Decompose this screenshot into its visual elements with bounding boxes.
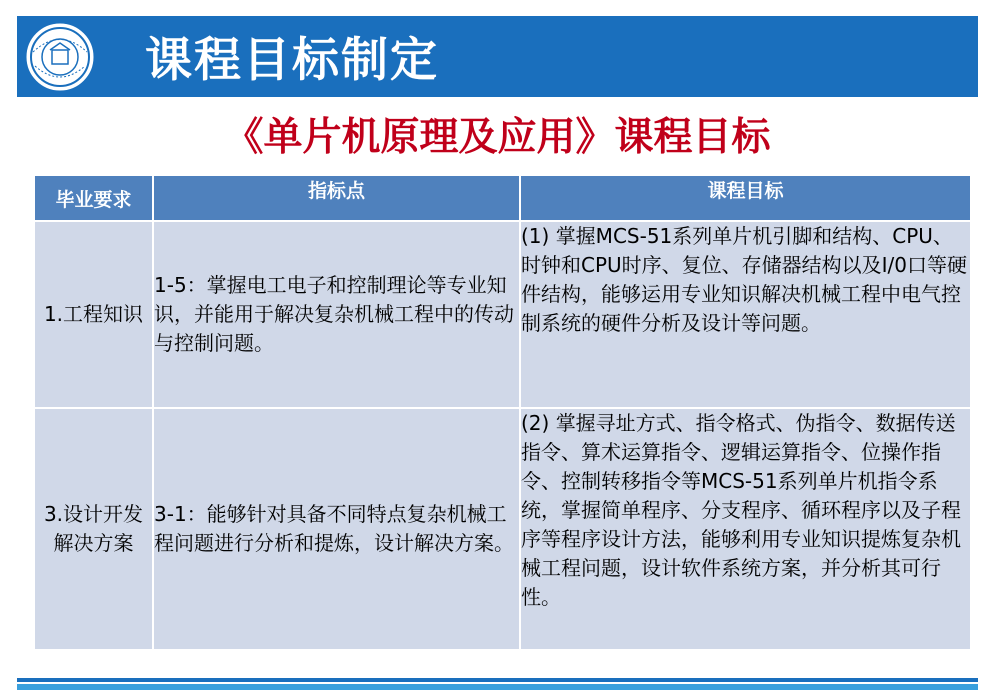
course-goals-table bbox=[33, 174, 972, 651]
table-header-row bbox=[34, 175, 971, 221]
footer-rule bbox=[17, 684, 978, 690]
page-title: 课程目标制定 bbox=[145, 33, 439, 88]
requirement-cell: 3.设计开发解决方案 bbox=[34, 408, 153, 650]
university-seal-icon bbox=[25, 22, 95, 92]
footer-rule bbox=[17, 678, 978, 682]
title-banner bbox=[17, 16, 978, 97]
university-logo bbox=[25, 22, 95, 92]
objective-cell: (1) 掌握MCS-51系列单片机引脚和结构、CPU、时钟和CPU时序、复位、存储器结构以及I/0口等硬件结构，能够运用专业知识解决机械工程中电气控制系统的硬件分析及设计等问题。 bbox=[520, 221, 971, 408]
header-objective: 课程目标 bbox=[520, 175, 971, 221]
requirement-cell: 1.工程知识 bbox=[34, 221, 153, 408]
objective-cell: (2) 掌握寻址方式、指令格式、伪指令、数据传送指令、算术运算指令、逻辑运算指令、位操作指令、控制转移指令等MCS-51系列单片机指令系统，掌握简单程序、分支程序、循环程序以及子程序等程序设计方法，能够利用专业知识提炼复杂机械工程问题，设计软件系统方案，并分析其可行性。 bbox=[520, 408, 971, 650]
indicator-cell: 1-5：掌握电工电子和控制理论等专业知识，并能用于解决复杂机械工程中的传动与控制问题。 bbox=[153, 221, 520, 408]
header-indicator: 指标点 bbox=[153, 175, 520, 221]
table-row bbox=[34, 408, 971, 650]
header-requirement: 毕业要求 bbox=[34, 175, 153, 221]
indicator-cell: 3-1：能够针对具备不同特点复杂机械工程问题进行分析和提炼，设计解决方案。 bbox=[153, 408, 520, 650]
table-row bbox=[34, 221, 971, 408]
course-title: 《单片机原理及应用》课程目标 bbox=[224, 115, 771, 160]
